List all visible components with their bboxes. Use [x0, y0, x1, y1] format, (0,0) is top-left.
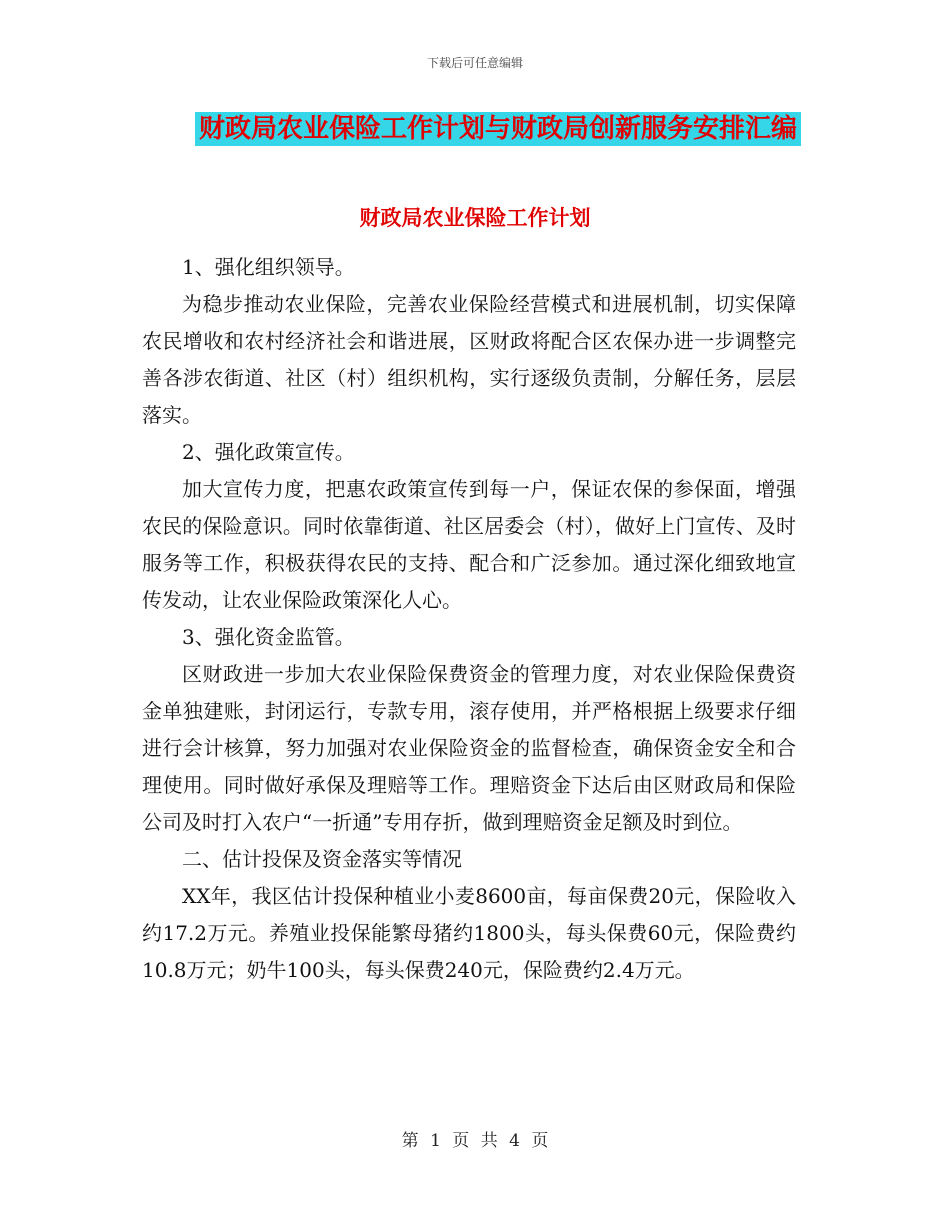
paragraph: 区财政进一步加大农业保险保费资金的管理力度，对农业保险保费资金单独建账，封闭运行，专款专用，滚存使用，并严格根据上级要求仔细进行会计核算，努力加强对农业保险资金的监督检查，确保资金安全和合理使用。同时做好承保及理赔等工作。理赔资金下达后由区财政局和保险公司及时打入农户“一折通”专用存折，做到理赔资金足额及时到位。 [142, 662, 796, 834]
paragraph-heading-2: 2、强化政策宣传。 [182, 440, 355, 464]
paragraph: 为稳步推动农业保险，完善农业保险经营模式和进展机制，切实保障农民增收和农村经济社会和谐进展，区财政将配合区农保办进一步调整完善各涉农街道、社区（村）组织机构，实行逐级负责制，分解任务，层层落实。 [142, 292, 796, 427]
section-title: 财政局农业保险工作计划 [359, 206, 591, 230]
paragraph: XX年，我区估计投保种植业小麦8600亩，每亩保费20元，保险收入约17.2万元。养殖业投保能繁母猪约1800头，每头保费60元，保险费约10.8万元；奶牛100头，每头保费240元，保险费约2.4万元。 [142, 884, 796, 982]
document-title: 财政局农业保险工作计划与财政局创新服务安排汇编 [195, 112, 801, 146]
page-footer: 第 1 页 共 4 页 [401, 1131, 549, 1151]
paragraph-heading-1: 1、强化组织领导。 [182, 255, 355, 279]
header-note: 下载后可任意编辑 [426, 56, 523, 70]
document-body [142, 249, 796, 989]
paragraph-heading-3: 3、强化资金监管。 [182, 625, 355, 649]
paragraph-heading-section-2: 二、估计投保及资金落实等情况 [182, 847, 462, 871]
paragraph: 加大宣传力度，把惠农政策宣传到每一户，保证农保的参保面，增强农民的保险意识。同时依靠街道、社区居委会（村），做好上门宣传、及时服务等工作，积极获得农民的支持、配合和广泛参加。通过深化细致地宣传发动，让农业保险政策深化人心。 [142, 477, 796, 612]
